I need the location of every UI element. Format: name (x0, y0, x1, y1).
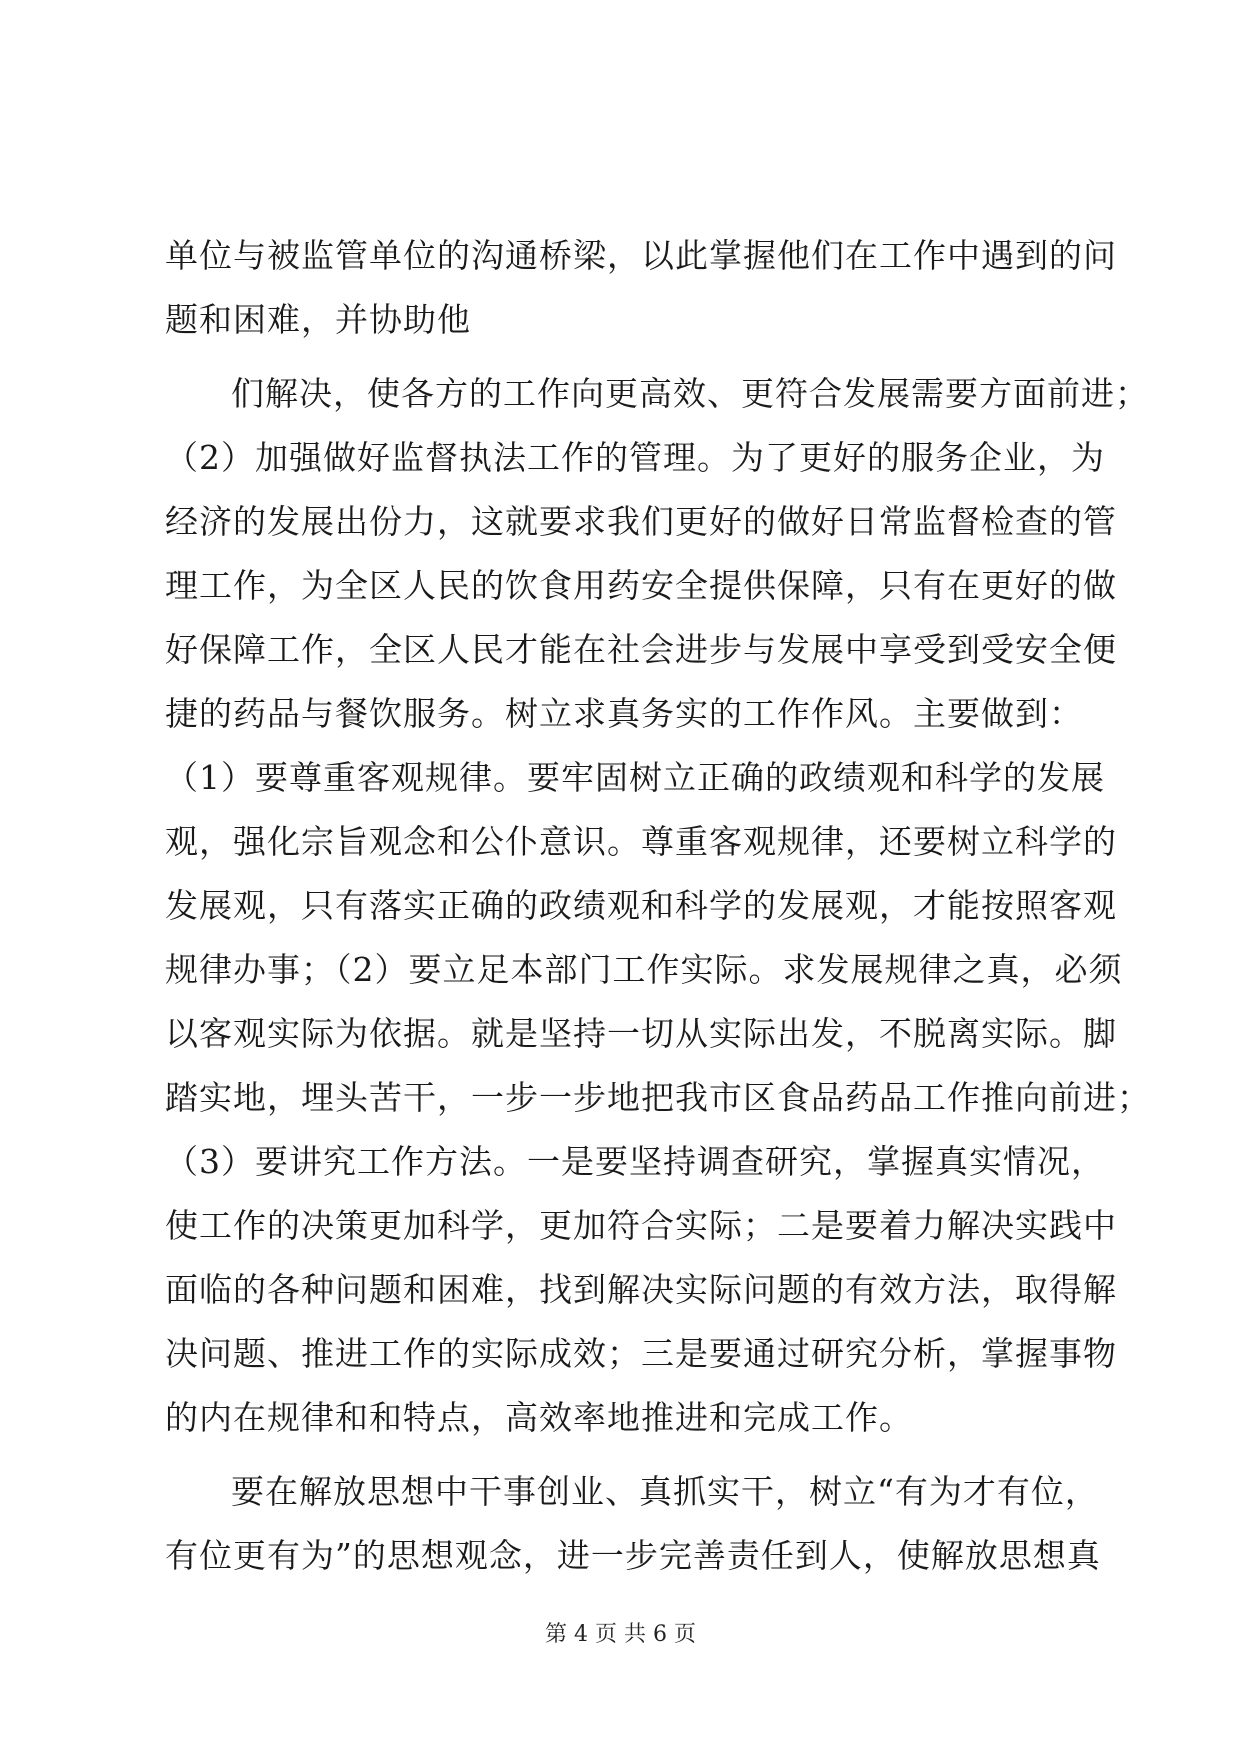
text-line: （1）要尊重客观规律。要牢固树立正确的政绩观和科学的发展 (165, 758, 1105, 797)
text-line: 踏实地，埋头苦干，一步一步地把我市区食品药品工作推向前进； (165, 1078, 1151, 1117)
text-line: 理工作，为全区人民的饮食用药安全提供保障，只有在更好的做 (165, 566, 1117, 605)
text-line: 发展观，只有落实正确的政绩观和科学的发展观，才能按照客观 (165, 886, 1117, 925)
text-line: 观，强化宗旨观念和公仆意识。尊重客观规律，还要树立科学的 (165, 822, 1117, 861)
page-number-footer: 第 4 页 共 6 页 (545, 1622, 696, 1647)
body-text (165, 224, 1151, 1588)
text-line: 规律办事；（2）要立足本部门工作实际。求发展规律之真，必须 (165, 950, 1123, 989)
text-line: （3）要讲究工作方法。一是要坚持调查研究，掌握真实情况， (165, 1142, 1105, 1181)
text-line: 经济的发展出份力，这就要求我们更好的做好日常监督检查的管 (165, 502, 1117, 541)
text-line: （2）加强做好监督执法工作的管理。为了更好的服务企业，为 (165, 438, 1105, 477)
text-line: 捷的药品与餐饮服务。树立求真务实的工作作风。主要做到： (165, 694, 1083, 733)
text-line: 决问题、推进工作的实际成效；三是要通过研究分析，掌握事物 (165, 1334, 1117, 1373)
text-line: 使工作的决策更加科学，更加符合实际；二是要着力解决实践中 (165, 1206, 1117, 1245)
text-line: 单位与被监管单位的沟通桥梁，以此掌握他们在工作中遇到的问 (165, 236, 1117, 275)
text-line: 有位更有为”的思想观念，进一步完善责任到人，使解放思想真 (165, 1536, 1101, 1575)
text-line: 好保障工作，全区人民才能在社会进步与发展中享受到受安全便 (165, 630, 1117, 669)
text-line: 面临的各种问题和困难，找到解决实际问题的有效方法，取得解 (165, 1270, 1117, 1309)
text-line: 要在解放思想中干事创业、真抓实干，树立“有为才有位， (231, 1472, 1099, 1511)
text-line: 题和困难，并协助他 (165, 300, 471, 339)
text-line: 们解决，使各方的工作向更高效、更符合发展需要方面前进； (231, 374, 1149, 413)
text-line: 以客观实际为依据。就是坚持一切从实际出发，不脱离实际。脚 (165, 1014, 1117, 1053)
text-line: 的内在规律和和特点，高效率地推进和完成工作。 (165, 1398, 913, 1437)
